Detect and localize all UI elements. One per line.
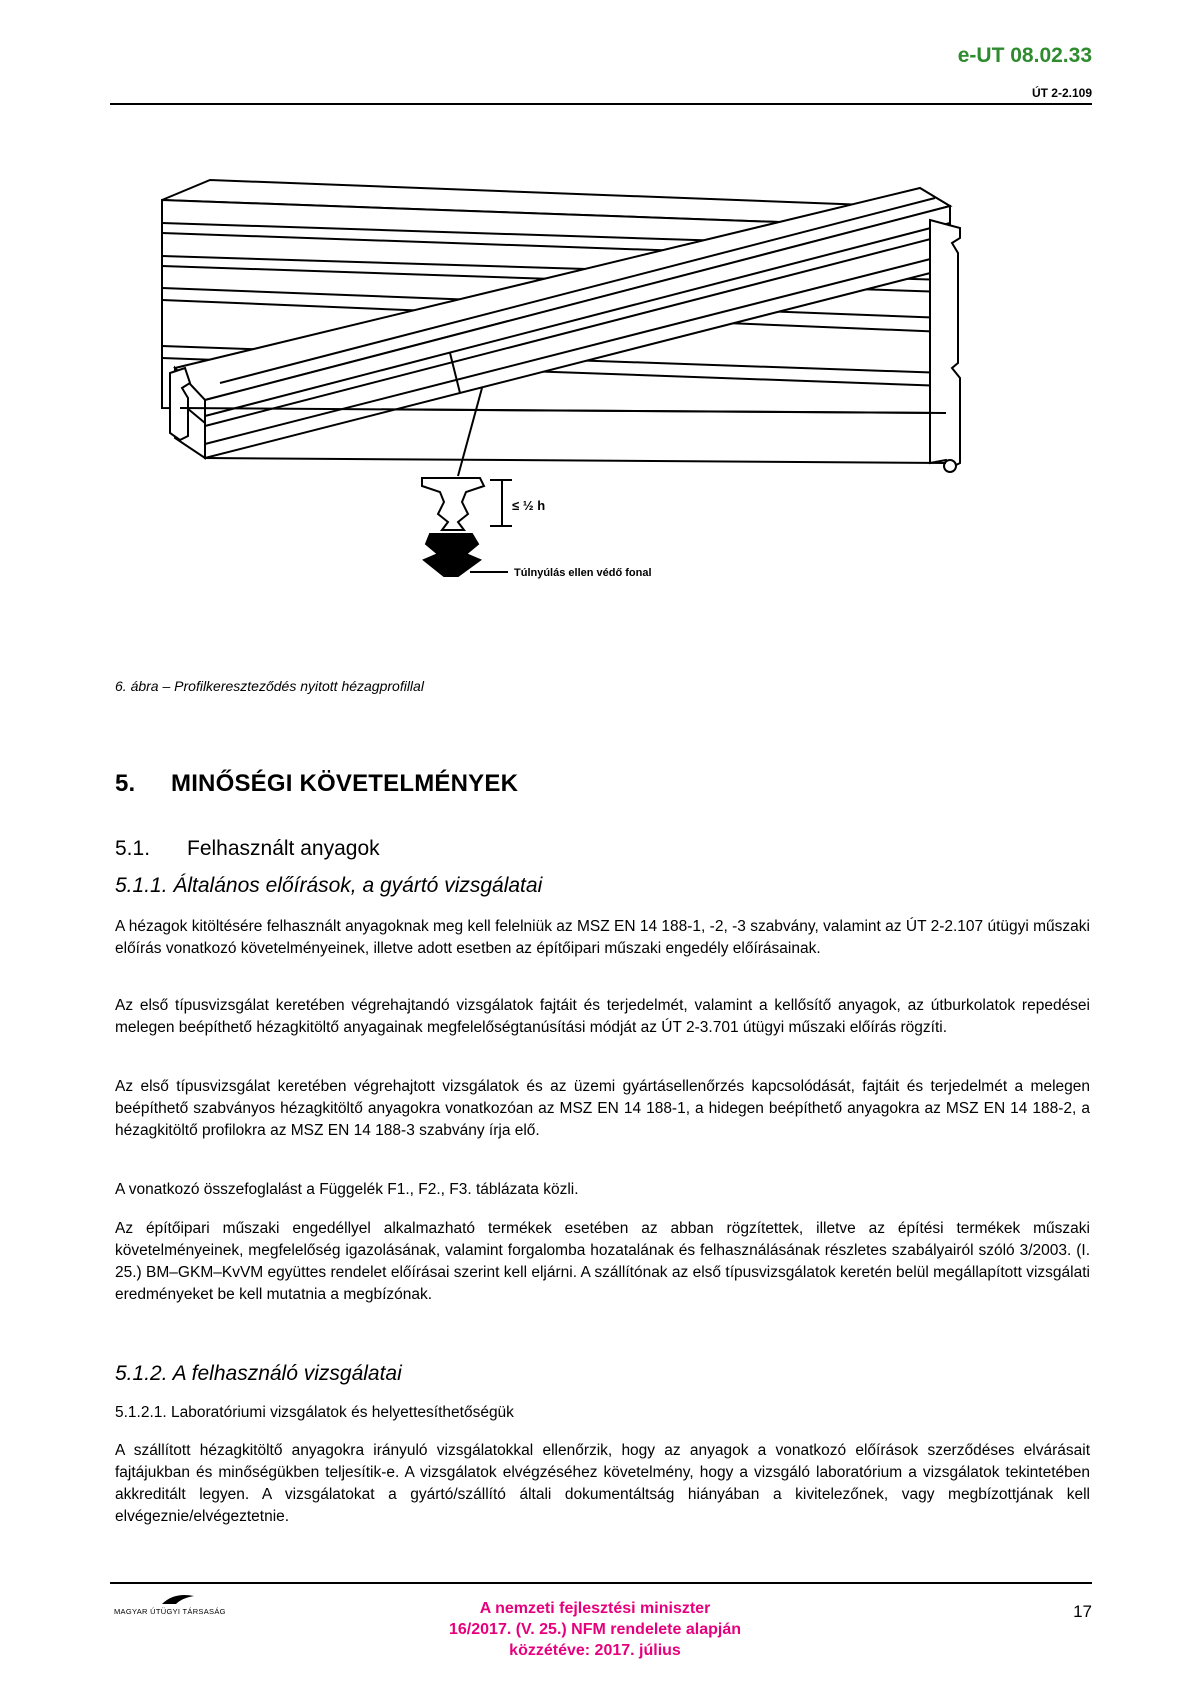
subsection-title: Felhasznált anyagok [187, 837, 380, 860]
header-rule [110, 103, 1092, 105]
dimension-label: ≤ ½ h [512, 498, 546, 513]
subsection-heading [115, 837, 380, 861]
document-code: e-UT 08.02.33 [957, 44, 1092, 67]
logo-text: MAGYAR ÚTÜGYI TÁRSASÁG [114, 1607, 226, 1616]
page-number: 17 [1073, 1602, 1092, 1621]
document-reference: ÚT 2-2.109 [1031, 86, 1092, 100]
profile-crossing-figure [160, 168, 1040, 658]
footer-rule [110, 1582, 1092, 1584]
subsubsubsection-heading: 5.1.2.1. Laboratóriumi vizsgálatok és helyettesíthetőségük [115, 1404, 514, 1421]
paragraph: A vonatkozó összefoglalást a Függelék F1., F2., F3. táblázata közli. [115, 1181, 579, 1198]
subsection-number: 5.1. [115, 837, 151, 860]
publication-note [400, 1598, 790, 1661]
profile-detail [422, 478, 512, 576]
beam-b-end-profile [170, 368, 190, 440]
section-number: 5. [115, 770, 136, 797]
paragraph: Az első típusvizsgálat keretében végrehajtott vizsgálatok és az üzemi gyártásellenőrzés kapcsolódását, fajtáit és terjedelmét a melegen beépíthető szabványos hézagkitöltő anyagokra vonatkozóan az MSZ EN 14 188-1, a hidegen beépíthető anyagokra az MSZ EN 14 188-2, a hézagkitöltő profilokra az MSZ EN 14 188-3 szabvány írja elő. [115, 1078, 1090, 1139]
section-heading [115, 770, 518, 798]
paragraph: Az építőipari műszaki engedéllyel alkalmazható termékek esetében az abban rögzítettek, illetve az építési termékek műszaki követelményeinek, megfelelőség igazolásának, valamint forgalomba hozatalának és felhasználásának részletes szabályairól szóló 3/2003. (I. 25.) BM–GKM–KvVM együttes rendelet előírásai szerint kell eljárni. A szállítónak az első típusvizsgálatok keretén belül megállapított vizsgálati eredményeket be kell mutatnia a megbízónak. [115, 1220, 1090, 1303]
subsubsection-heading-2: 5.1.2. A felhasználó vizsgálatai [115, 1362, 402, 1385]
publication-note-line: A nemzeti fejlesztési miniszter [479, 1600, 711, 1617]
section-title: MINŐSÉGI KÖVETELMÉNYEK [171, 770, 519, 797]
paragraph: Az első típusvizsgálat keretében végrehajtandó vizsgálatok fajtáit és terjedelmét, valamint a kellősítő anyagok, az útburkolatok repedései melegen beépíthető hézagkitöltő anyagainak megfelelőségtanúsítási módját az ÚT 2-3.701 útügyi műszaki előírás rögzíti. [115, 997, 1090, 1036]
publication-note-line: 16/2017. (V. 25.) NFM rendelete alapján [449, 1621, 741, 1638]
subsubsection-heading-1: 5.1.1. Általános előírások, a gyártó vizsgálatai [115, 874, 543, 897]
publication-note-line: közzétéve: 2017. július [509, 1642, 681, 1659]
beam-a-end-profile [930, 220, 960, 472]
figure-caption: 6. ábra – Profilkereszteződés nyitott hézagprofillal [115, 678, 424, 694]
callout-label: Túlnyúlás ellen védő fonal [514, 567, 652, 579]
paragraph: A szállított hézagkitöltő anyagokra irányuló vizsgálatokkal ellenőrzik, hogy az anyagok a vonatkozó előírások szerződéses elvárásait fajtájukban és minőségükben teljesítik-e. A vizsgálatok elvégzéséhez követelmény, hogy a vizsgáló laboratórium a vizsgálatok tekintetében akkreditált legyen. A vizsgálatokat a gyártó/szállító általi dokumentáltság hiányában a kivitelezőnek, vagy megbízottjának kell elvégeznie/elvégeztetnie. [115, 1442, 1090, 1525]
paragraph: A hézagok kitöltésére felhasznált anyagoknak meg kell felelniük az MSZ EN 14 188-1, -2, -3 szabvány, valamint az ÚT 2-2.107 útügyi műszaki előírás vonatkozó követelményeinek, illetve adott esetben az építőipari műszaki engedély előírásainak. [115, 918, 1090, 957]
